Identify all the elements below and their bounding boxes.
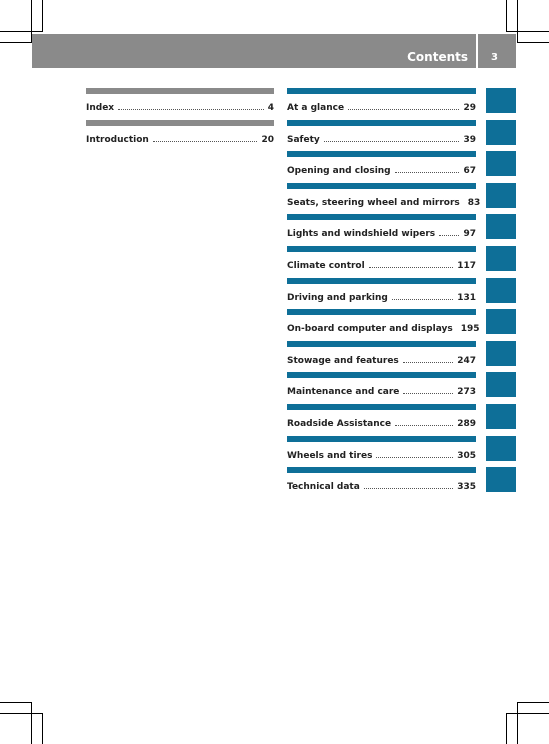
toc-left-column (86, 88, 274, 151)
dot-leader (118, 101, 264, 110)
toc-page: 117 (457, 260, 476, 271)
dot-leader (392, 291, 453, 300)
toc-label: Climate control (287, 260, 365, 271)
page-title: Contents (407, 50, 468, 64)
toc-page: 20 (261, 134, 274, 145)
chapter-tab[interactable] (486, 246, 516, 271)
toc-label: On-board computer and displays (287, 324, 453, 335)
dot-leader (376, 449, 453, 458)
chapter-tab[interactable] (486, 214, 516, 239)
toc-page: 273 (457, 387, 476, 398)
dot-leader (439, 227, 459, 236)
section-bar (287, 88, 476, 94)
toc-entry-stowage-and-features[interactable] (287, 341, 476, 373)
chapter-tab[interactable] (486, 341, 516, 366)
crop-mark (517, 703, 518, 744)
toc-entry-wheels-and-tires[interactable] (287, 436, 476, 468)
toc-page: 67 (463, 166, 476, 177)
toc-page: 83 (467, 197, 481, 208)
toc-label: Stowage and features (287, 355, 399, 366)
toc-page: 4 (267, 103, 274, 113)
toc-page: 195 (460, 324, 480, 335)
section-bar (287, 372, 476, 378)
crop-mark (0, 713, 42, 714)
toc-page: 289 (457, 418, 476, 429)
toc-label: At a glance (287, 103, 345, 113)
crop-mark (517, 42, 549, 43)
section-bar (287, 404, 476, 410)
toc-label: Roadside Assistance (287, 418, 392, 429)
section-bar (86, 88, 274, 94)
toc-label: Opening and closing (287, 166, 391, 177)
toc-page: 131 (457, 292, 476, 303)
toc-page: 39 (463, 134, 476, 145)
section-bar (287, 278, 476, 284)
section-bar (287, 467, 476, 473)
toc-label: Technical data (287, 482, 360, 493)
toc-entry-lights-and-wipers[interactable] (287, 214, 476, 246)
section-bar (287, 214, 476, 220)
toc-label: Wheels and tires (287, 450, 373, 461)
chapter-tab[interactable] (486, 120, 516, 145)
chapter-tab[interactable] (486, 436, 516, 461)
toc-page: 29 (463, 103, 476, 113)
toc-entry-index[interactable] (86, 88, 274, 120)
toc-entry-opening-and-closing[interactable] (287, 151, 476, 183)
dot-leader (348, 101, 459, 110)
section-bar (287, 120, 476, 126)
crop-mark (42, 713, 43, 744)
chapter-tab[interactable] (486, 404, 516, 429)
section-bar (287, 246, 476, 252)
dot-leader (403, 354, 453, 363)
toc-label: Seats, steering wheel and mirrors (287, 197, 460, 208)
toc-entry-introduction[interactable] (86, 120, 274, 152)
toc-entry-on-board-computer[interactable] (287, 309, 480, 341)
section-bar (287, 309, 476, 315)
section-bar (287, 341, 476, 347)
chapter-tab[interactable] (486, 151, 516, 176)
toc-label: Lights and windshield wipers (287, 229, 436, 240)
dot-leader (369, 259, 454, 268)
toc-label: Maintenance and care (287, 387, 400, 398)
crop-mark (517, 702, 549, 703)
page-number: 3 (491, 52, 498, 63)
crop-mark (42, 0, 43, 32)
chapter-tab-strip (486, 88, 516, 499)
header-divider (476, 34, 478, 68)
toc-entry-driving-and-parking[interactable] (287, 278, 476, 310)
toc-page: 97 (463, 229, 476, 240)
toc-label: Index (86, 103, 115, 113)
toc-label: Safety (287, 134, 320, 145)
crop-mark (0, 702, 32, 703)
page-header (32, 34, 516, 68)
toc-label: Driving and parking (287, 292, 388, 303)
dot-leader (153, 133, 258, 142)
dot-leader (324, 133, 460, 142)
crop-mark (0, 42, 32, 43)
crop-mark (506, 713, 507, 744)
chapter-tab[interactable] (486, 309, 516, 334)
toc-entry-technical-data[interactable] (287, 467, 476, 499)
toc-page: 247 (457, 355, 476, 366)
dot-leader (364, 480, 453, 489)
chapter-tab[interactable] (486, 183, 516, 208)
toc-right-column (287, 88, 481, 499)
crop-mark (506, 0, 507, 32)
crop-mark (507, 31, 549, 32)
crop-mark (31, 703, 32, 744)
section-bar (86, 120, 274, 126)
toc-entry-seats-steering-mirrors[interactable] (287, 183, 481, 215)
toc-entry-climate-control[interactable] (287, 246, 476, 278)
toc-label: Introduction (86, 134, 149, 145)
toc-entry-maintenance-and-care[interactable] (287, 372, 476, 404)
section-bar (287, 151, 476, 157)
crop-mark (507, 713, 549, 714)
section-bar (287, 436, 476, 442)
toc-entry-at-a-glance[interactable] (287, 88, 476, 120)
toc-page: 335 (457, 482, 476, 493)
chapter-tab[interactable] (486, 372, 516, 397)
toc-entry-roadside-assistance[interactable] (287, 404, 476, 436)
dot-leader (403, 385, 453, 394)
chapter-tab[interactable] (486, 467, 516, 492)
chapter-tab[interactable] (486, 88, 516, 113)
crop-mark (0, 31, 42, 32)
chapter-tab[interactable] (486, 278, 516, 303)
dot-leader (395, 417, 453, 426)
toc-entry-safety[interactable] (287, 120, 476, 152)
dot-leader (395, 164, 460, 173)
crop-mark (517, 0, 518, 42)
section-bar (287, 183, 476, 189)
toc-page: 305 (457, 450, 476, 461)
